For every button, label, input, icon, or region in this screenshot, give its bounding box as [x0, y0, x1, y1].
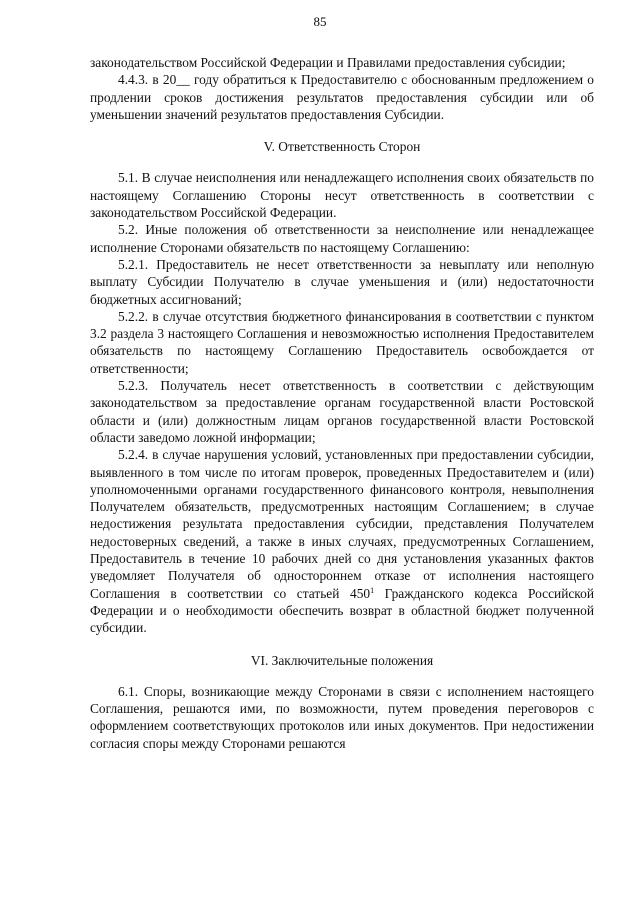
- paragraph-5-2-4-main: 5.2.4. в случае нарушения условий, установленных при предоставлении субсидии, выявленного в том числе по итогам проверок, проведенных Предоставителем и (или) уполномоченными органами государственного финансового контроля, невыполнения Получателем обязательств, предусмотренных настоящим Соглашением; в случае недостижения результата предоставления субсидии, представления Получателем недостоверных сведений, а также в иных случаях, предусмотренных Соглашением, Предоставитель в течение 10 рабочих дней со дня установления указанных фактов уведомляет Получателя об одностороннем отказе от исполнения настоящего Соглашения в соответствии со статьей 450: [90, 447, 594, 601]
- paragraph-5-1: 5.1. В случае неисполнения или ненадлежащего исполнения своих обязательств по настоящему Соглашению Стороны несут ответственность в соответствии с законодательством Российской Федерации.: [90, 170, 594, 221]
- paragraph-5-2-3: 5.2.3. Получатель несет ответственность в соответствии с действующим законодательством за предоставление органам государственной власти Ростовской области и (или) должностным лицам органов государственной власти Ростовской области заведомо ложной информации;: [90, 378, 594, 445]
- paragraph-5-2: 5.2. Иные положения об ответственности за неисполнение или ненадлежащее исполнение Сторонами обязательств по настоящему Соглашению:: [90, 222, 594, 255]
- page-number: 85: [313, 14, 327, 29]
- paragraph-5-2-4-tail: Гражданского кодекса Российской Федерации и о необходимости обеспечить возврат в областной бюджет полученной субсидии.: [90, 585, 594, 636]
- paragraph-continuation: законодательством Российской Федерации и Правилами предоставления субсидии;: [90, 55, 566, 70]
- paragraph-5-2-1: 5.2.1. Предоставитель не несет ответственности за невыплату или неполную выплату Субсидии Получателю в случае уменьшения и (или) недостаточности бюджетных ассигнований;: [90, 256, 594, 307]
- document-body: [90, 54, 594, 752]
- paragraph-5-2-2: 5.2.2. в случае отсутствия бюджетного финансирования в соответствии с пунктом 3.2 раздела 3 настоящего Соглашения и невозможностью исполнения Предоставителем обязательств по настоящему Соглашению Предоставитель освобождается от ответственности;: [90, 308, 594, 376]
- section-heading-vi: VI. Заключительные положения: [250, 652, 434, 668]
- paragraph-5-2-4: [90, 446, 594, 636]
- paragraph-6-1: 6.1. Споры, возникающие между Сторонами в связи с исполнением настоящего Соглашения, решаются ими, по возможности, путем проведения переговоров с оформлением соответствующих протоколов или иных документов. При недостижении согласия споры между Сторонами решаются: [90, 683, 594, 751]
- paragraph-4-4-3: 4.4.3. в 20__ году обратиться к Предоставителю с обоснованным предложением о продлении сроков достижения результатов предоставления субсидии или об уменьшении значений результатов предоставления Субсидии.: [90, 72, 594, 122]
- article-superscript: 1: [370, 585, 375, 595]
- section-heading-v: V. Ответственность Сторон: [263, 139, 421, 155]
